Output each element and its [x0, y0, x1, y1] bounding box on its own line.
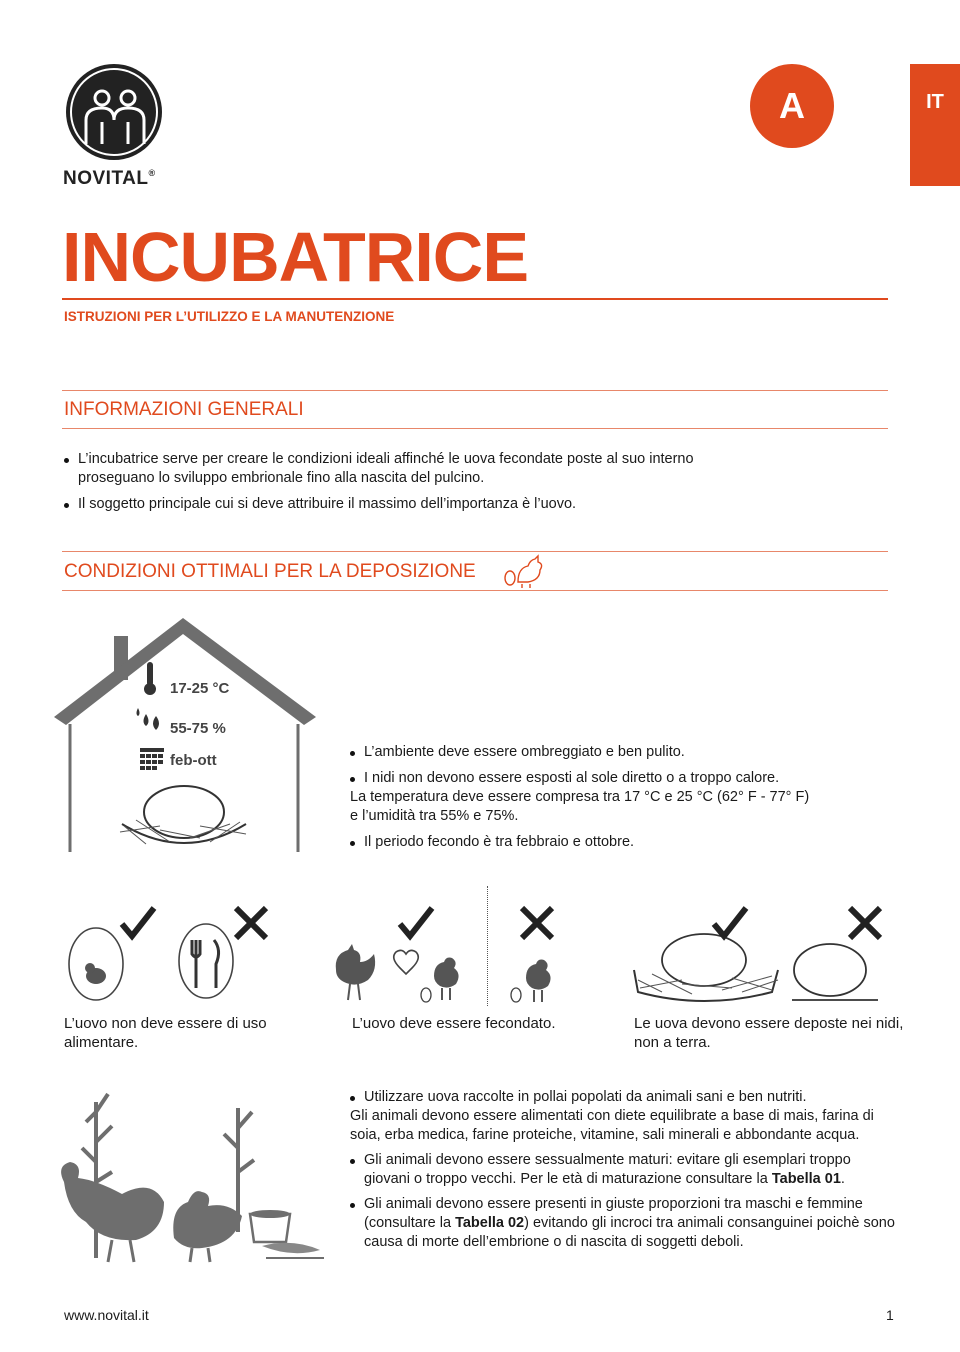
egg-on-ground-icon	[790, 942, 880, 1004]
brand-name: NOVITAL	[63, 168, 149, 189]
temperature-value: 17-25 °C	[170, 680, 230, 697]
feeding-list	[350, 1088, 900, 1252]
divider	[62, 390, 888, 391]
house-illustration	[50, 612, 320, 862]
table-reference: Tabella 02	[455, 1215, 525, 1231]
list-item	[350, 1151, 900, 1189]
general-info-list	[64, 450, 744, 514]
registered-mark: ®	[148, 168, 156, 178]
list-item-text: Gli animali devono essere sessualmente maturi: evitare gli esemplari troppo giovani o troppo vecchi. Per le età di maturazione consultare la	[364, 1152, 851, 1187]
egg-with-chick-icon	[66, 924, 126, 1004]
humidity-drops-icon	[132, 706, 164, 732]
check-icon	[710, 904, 750, 942]
conditions-list	[350, 743, 820, 852]
rule-caption-nests: Le uova devono essere deposte nei nidi, non a terra.	[634, 1015, 904, 1051]
hen-and-egg-icon	[500, 554, 546, 588]
section-heading-conditions: CONDIZIONI OTTIMALI PER LA DEPOSIZIONE	[64, 561, 476, 582]
list-item	[350, 1195, 900, 1252]
period-value: feb-ott	[170, 752, 217, 769]
humidity-value: 55-75 %	[170, 720, 226, 737]
check-icon	[118, 904, 158, 942]
list-item: L’ambiente deve essere ombreggiato e ben pulito.	[350, 743, 820, 762]
title-divider	[62, 298, 888, 300]
divider	[62, 428, 888, 429]
check-icon	[396, 904, 436, 942]
list-item-text: ) evitando gli incroci tra animali consanguinei poichè sono causa di morte dell’embrione o di nascita di soggetti deboli.	[364, 1215, 895, 1250]
cross-icon	[518, 904, 556, 942]
logo-emblem	[62, 62, 166, 166]
list-item: Il soggetto principale cui si deve attribuire il massimo dell’importanza è l’uovo.	[64, 495, 744, 514]
cross-icon	[846, 904, 884, 942]
section-heading-general: INFORMAZIONI GENERALI	[64, 399, 304, 420]
page-number: 1	[886, 1307, 894, 1323]
list-item-text: .	[840, 1171, 845, 1187]
list-item: Il periodo fecondo è tra febbraio e ottobre.	[350, 833, 820, 852]
list-item: L’incubatrice serve per creare le condizioni ideali affinché le uova fecondate poste al suo interno proseguano lo sviluppo embrionale fino alla nascita del pulcino.	[64, 450, 744, 488]
section-badge: A	[750, 64, 834, 148]
calendar-icon	[140, 748, 164, 770]
rule-caption-fertilized: L’uovo deve essere fecondato.	[352, 1015, 556, 1032]
rooster-heart-hen-icon	[326, 940, 476, 1004]
language-tab: IT	[910, 64, 960, 186]
page-subtitle: ISTRUZIONI PER L’UTILIZZO E LA MANUTENZIONE	[64, 309, 395, 324]
thermometer-icon	[143, 662, 157, 696]
list-item: I nidi non devono essere esposti al sole diretto o a troppo calore.	[350, 769, 820, 788]
list-item-continuation: La temperatura deve essere compresa tra 17 °C e 25 °C (62° F - 77° F) e l’umidità tra 55% e 75%.	[350, 789, 810, 824]
dotted-separator	[487, 886, 488, 1006]
list-item: Utilizzare uova raccolte in pollai popolati da animali sani e ben nutriti.	[350, 1088, 900, 1107]
divider	[62, 551, 888, 552]
list-item-text: Gli animali devono essere presenti in giuste proporzioni tra maschi e femmine (consultare la	[364, 1196, 863, 1231]
page-title: INCUBATRICE	[62, 218, 529, 296]
list-item-continuation: Gli animali devono essere alimentati con diete equilibrate a base di mais, farina di soia, erba medica, farine proteiche, vitamine, sali minerali e abbondante acqua.	[350, 1108, 874, 1143]
footer-url[interactable]: www.novital.it	[64, 1307, 149, 1323]
plate-cutlery-icon	[176, 920, 236, 1002]
egg-in-nest-icon	[632, 930, 782, 1006]
divider	[62, 590, 888, 591]
cross-icon	[232, 904, 270, 942]
rule-caption-food: L’uovo non deve essere di uso alimentare.	[64, 1015, 267, 1051]
hen-unfertilized-egg-icon	[508, 956, 558, 1004]
farm-animals-illustration	[52, 1082, 328, 1268]
table-reference: Tabella 01	[771, 1171, 841, 1187]
brand-logo	[62, 62, 166, 192]
